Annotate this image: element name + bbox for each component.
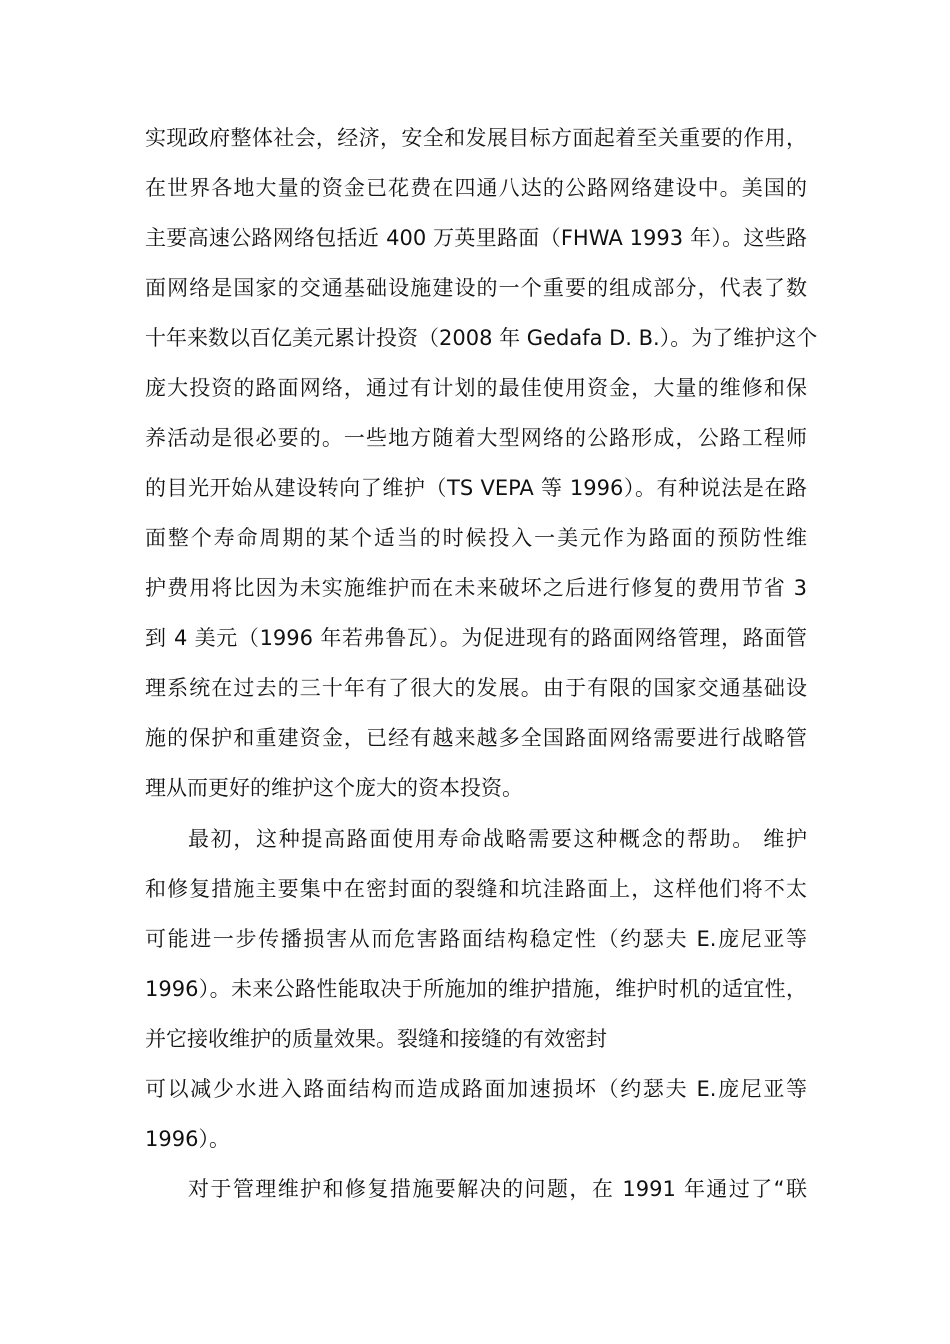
text-line: 护费用将比因为未实施维护而在未来破坏之后进行修复的费用节省 3 [145,576,807,600]
text-line: 并它接收维护的质量效果。裂缝和接缝的有效密封 [145,1027,607,1051]
text-line: 理从而更好的维护这个庞大的资本投资。 [145,776,523,800]
text-line: 可能进一步传播损害从而危害路面结构稳定性（约瑟夫 E.庞尼亚等 [145,927,807,951]
text-line: 1996）。未来公路性能取决于所施加的维护措施，维护时机的适宜性， [145,977,807,1001]
text-line: 主要高速公路网络包括近 400 万英里路面（FHWA 1993 年）。这些路 [145,226,807,250]
text-line: 庞大投资的路面网络，通过有计划的最佳使用资金，大量的维修和保 [145,376,807,400]
text-line: 到 4 美元（1996 年若弗鲁瓦）。为促进现有的路面网络管理，路面管 [145,626,807,650]
text-line: 面网络是国家的交通基础设施建设的一个重要的组成部分，代表了数 [145,276,807,300]
text-line: 理系统在过去的三十年有了很大的发展。由于有限的国家交通基础设 [145,676,807,700]
text-line: 的目光开始从建设转向了维护（TS VEPA 等 1996）。有种说法是在路 [145,476,807,500]
text-line: 施的保护和重建资金，已经有越来越多全国路面网络需要进行战略管 [145,726,807,750]
text-line: 和修复措施主要集中在密封面的裂缝和坑洼路面上，这样他们将不太 [145,877,807,901]
paragraph-first-line: 对于管理维护和修复措施要解决的问题，在 1991 年通过了“联 [188,1177,807,1201]
text-line: 实现政府整体社会，经济，安全和发展目标方面起着至关重要的作用， [145,126,807,150]
text-line: 1996）。 [145,1127,230,1151]
text-line: 可以减少水进入路面结构而造成路面加速损坏（约瑟夫 E.庞尼亚等 [145,1077,807,1101]
text-line: 养活动是很必要的。一些地方随着大型网络的公路形成，公路工程师 [145,426,807,450]
text-line: 面整个寿命周期的某个适当的时候投入一美元作为路面的预防性维 [145,526,807,550]
paragraph-first-line: 最初，这种提高路面使用寿命战略需要这种概念的帮助。 维护 [188,827,807,851]
text-line: 十年来数以百亿美元累计投资（2008 年 Gedafa D. B.）。为了维护这个 [145,326,818,350]
text-line: 在世界各地大量的资金已花费在四通八达的公路网络建设中。美国的 [145,176,807,200]
